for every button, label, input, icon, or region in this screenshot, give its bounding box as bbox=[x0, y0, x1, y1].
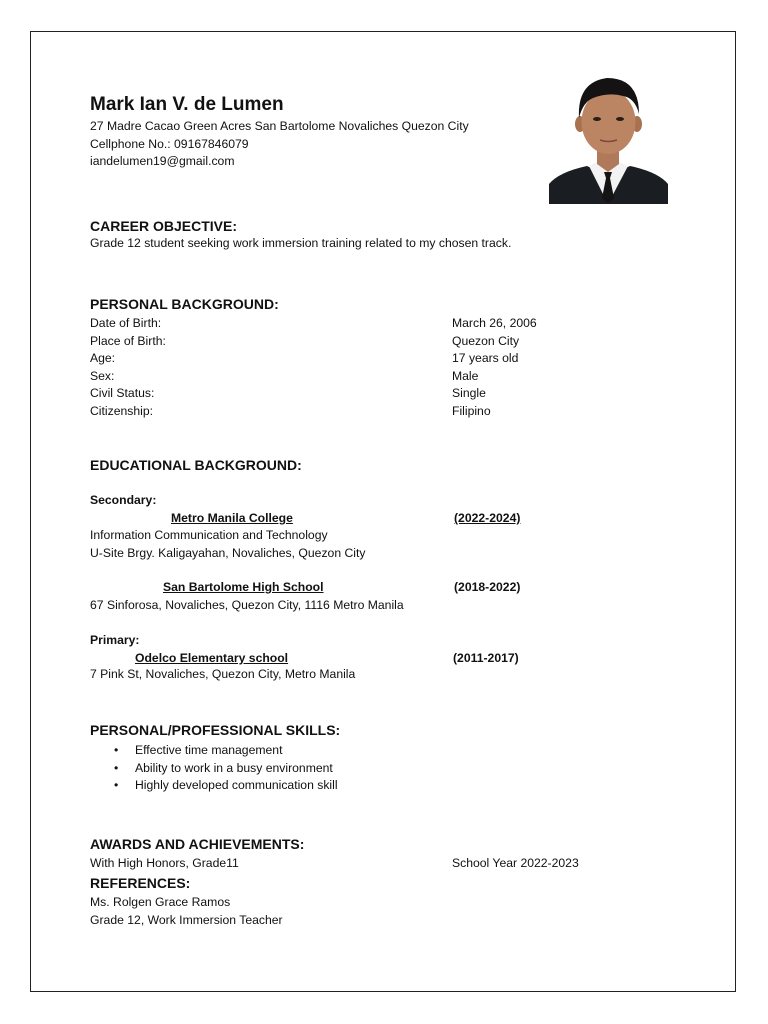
school-san-bartolome: San Bartolome High School bbox=[163, 580, 324, 594]
personal-background-heading: PERSONAL BACKGROUND: bbox=[90, 296, 279, 312]
birth-place-value: Quezon City bbox=[452, 333, 520, 348]
bullet-icon: • bbox=[114, 743, 119, 757]
school-odelco-address: 7 Pink St, Novaliches, Quezon City, Metro Manila bbox=[90, 667, 356, 681]
civil-status-value: Single bbox=[452, 386, 486, 400]
contact-block bbox=[90, 118, 469, 171]
citizenship-value: Filipino bbox=[452, 403, 491, 418]
skills-list bbox=[90, 742, 338, 795]
bullet-icon: • bbox=[114, 760, 119, 775]
reference-title: Grade 12, Work Immersion Teacher bbox=[90, 913, 283, 927]
list-item bbox=[90, 760, 338, 778]
sex-value: Male bbox=[452, 368, 479, 383]
list-item bbox=[90, 777, 338, 795]
school-metro-manila-college-address: U-Site Brgy. Kaligayahan, Novaliches, Quezon City bbox=[90, 546, 366, 560]
age-label: Age: bbox=[90, 351, 116, 365]
bullet-icon: • bbox=[114, 778, 119, 792]
address-text: 27 Madre Cacao Green Acres San Bartolome Novaliches Quezon City bbox=[90, 119, 469, 133]
school-metro-manila-college-years: (2022-2024) bbox=[454, 511, 521, 525]
awards-heading: AWARDS AND ACHIEVEMENTS: bbox=[90, 836, 305, 852]
school-san-bartolome-years: (2018-2022) bbox=[454, 580, 521, 594]
school-odelco-years: (2011-2017) bbox=[453, 651, 519, 665]
skills-heading: PERSONAL/PROFESSIONAL SKILLS: bbox=[90, 722, 341, 738]
education-heading: EDUCATIONAL BACKGROUND: bbox=[90, 457, 302, 473]
civil-status-label: Civil Status: bbox=[90, 386, 155, 400]
skill-text: Highly developed communication skill bbox=[135, 778, 338, 792]
phone-text: Cellphone No.: 09167846079 bbox=[90, 136, 249, 151]
birth-date-label: Date of Birth: bbox=[90, 316, 162, 330]
school-metro-manila-college-strand: Information Communication and Technology bbox=[90, 528, 328, 542]
sex-label: Sex: bbox=[90, 368, 115, 383]
career-objective-text: Grade 12 student seeking work immersion training related to my chosen track. bbox=[90, 236, 512, 250]
award-item: With High Honors, Grade11 bbox=[90, 856, 239, 870]
citizenship-label: Citizenship: bbox=[90, 403, 153, 418]
birth-place-label: Place of Birth: bbox=[90, 333, 166, 348]
skill-text: Ability to work in a busy environment bbox=[135, 760, 333, 775]
school-san-bartolome-address: 67 Sinforosa, Novaliches, Quezon City, 1116 Metro Manila bbox=[90, 598, 404, 612]
email-text: iandelumen19@gmail.com bbox=[90, 154, 235, 168]
skill-text: Effective time management bbox=[135, 743, 283, 757]
reference-name: Ms. Rolgen Grace Ramos bbox=[90, 895, 231, 909]
list-item bbox=[90, 742, 338, 760]
primary-label: Primary: bbox=[90, 633, 140, 647]
profile-photo bbox=[549, 72, 668, 204]
award-year: School Year 2022-2023 bbox=[452, 856, 579, 870]
secondary-label: Secondary: bbox=[90, 493, 157, 507]
references-heading: REFERENCES: bbox=[90, 875, 191, 891]
birth-date-value: March 26, 2006 bbox=[452, 316, 537, 330]
age-value: 17 years old bbox=[452, 351, 519, 365]
personal-values bbox=[452, 315, 537, 420]
personal-labels bbox=[90, 315, 166, 420]
applicant-name: Mark Ian V. de Lumen bbox=[90, 94, 284, 115]
school-metro-manila-college: Metro Manila College bbox=[171, 511, 293, 525]
career-objective-heading: CAREER OBJECTIVE: bbox=[90, 218, 238, 234]
school-odelco: Odelco Elementary school bbox=[135, 651, 289, 665]
